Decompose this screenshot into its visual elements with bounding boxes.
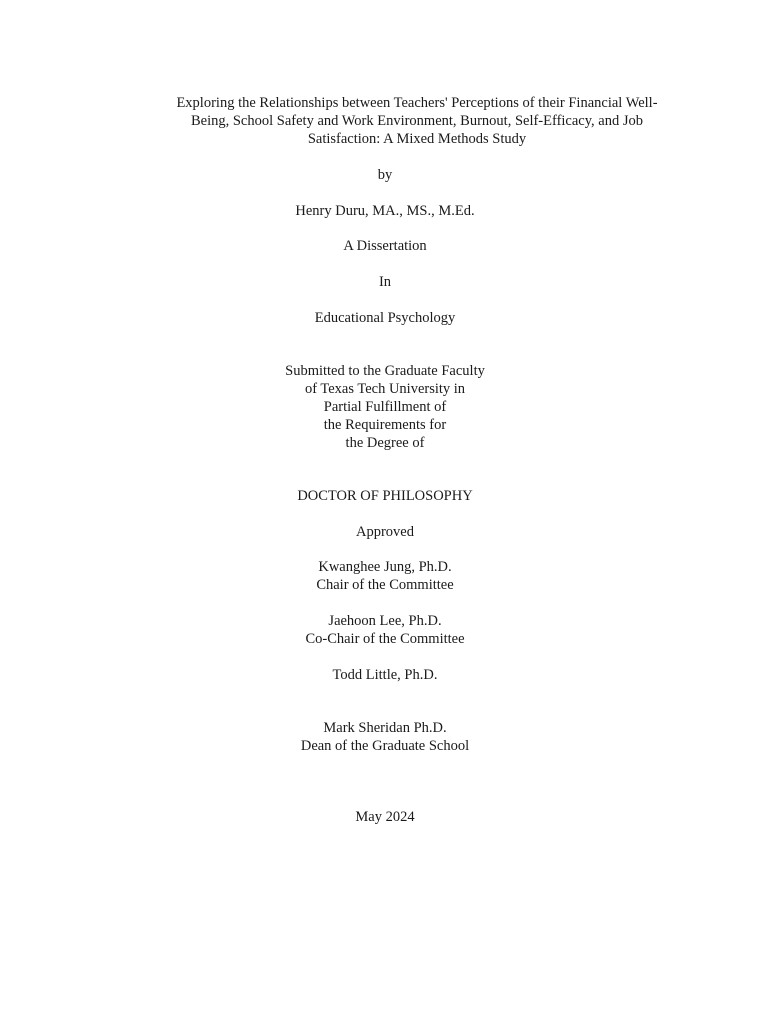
- submission-line-4: the Requirements for: [323, 417, 447, 433]
- by-label: by: [377, 167, 393, 183]
- dean-role: Dean of the Graduate School: [300, 738, 470, 754]
- title-line-2: Being, School Safety and Work Environment, Burnout, Self-Efficacy, and Job: [190, 113, 643, 129]
- dean-name: Mark Sheridan Ph.D.: [323, 720, 447, 736]
- title-line-3: Satisfaction: A Mixed Methods Study: [307, 131, 527, 147]
- author-name: Henry Duru, MA., MS., M.Ed.: [295, 203, 475, 219]
- submission-line-5: the Degree of: [345, 435, 425, 451]
- submission-line-3: Partial Fulfillment of: [323, 399, 447, 415]
- in-label: In: [378, 274, 392, 290]
- approved-label: Approved: [356, 524, 414, 540]
- committee-cochair-role: Co-Chair of the Committee: [305, 631, 465, 647]
- committee-member-name: Todd Little, Ph.D.: [332, 667, 438, 683]
- document-type: A Dissertation: [343, 238, 427, 254]
- submission-line-1: Submitted to the Graduate Faculty: [285, 363, 485, 379]
- field-of-study: Educational Psychology: [314, 310, 456, 326]
- title-line-1: Exploring the Relationships between Teachers' Perceptions of their Financial Well-: [176, 95, 658, 111]
- committee-chair-role: Chair of the Committee: [316, 577, 454, 593]
- submission-line-2: of Texas Tech University in: [304, 381, 466, 397]
- committee-chair-name: Kwanghee Jung, Ph.D.: [318, 559, 452, 575]
- submission-date: May 2024: [355, 809, 415, 825]
- degree-name: DOCTOR OF PHILOSOPHY: [297, 488, 473, 504]
- committee-cochair-name: Jaehoon Lee, Ph.D.: [328, 613, 442, 629]
